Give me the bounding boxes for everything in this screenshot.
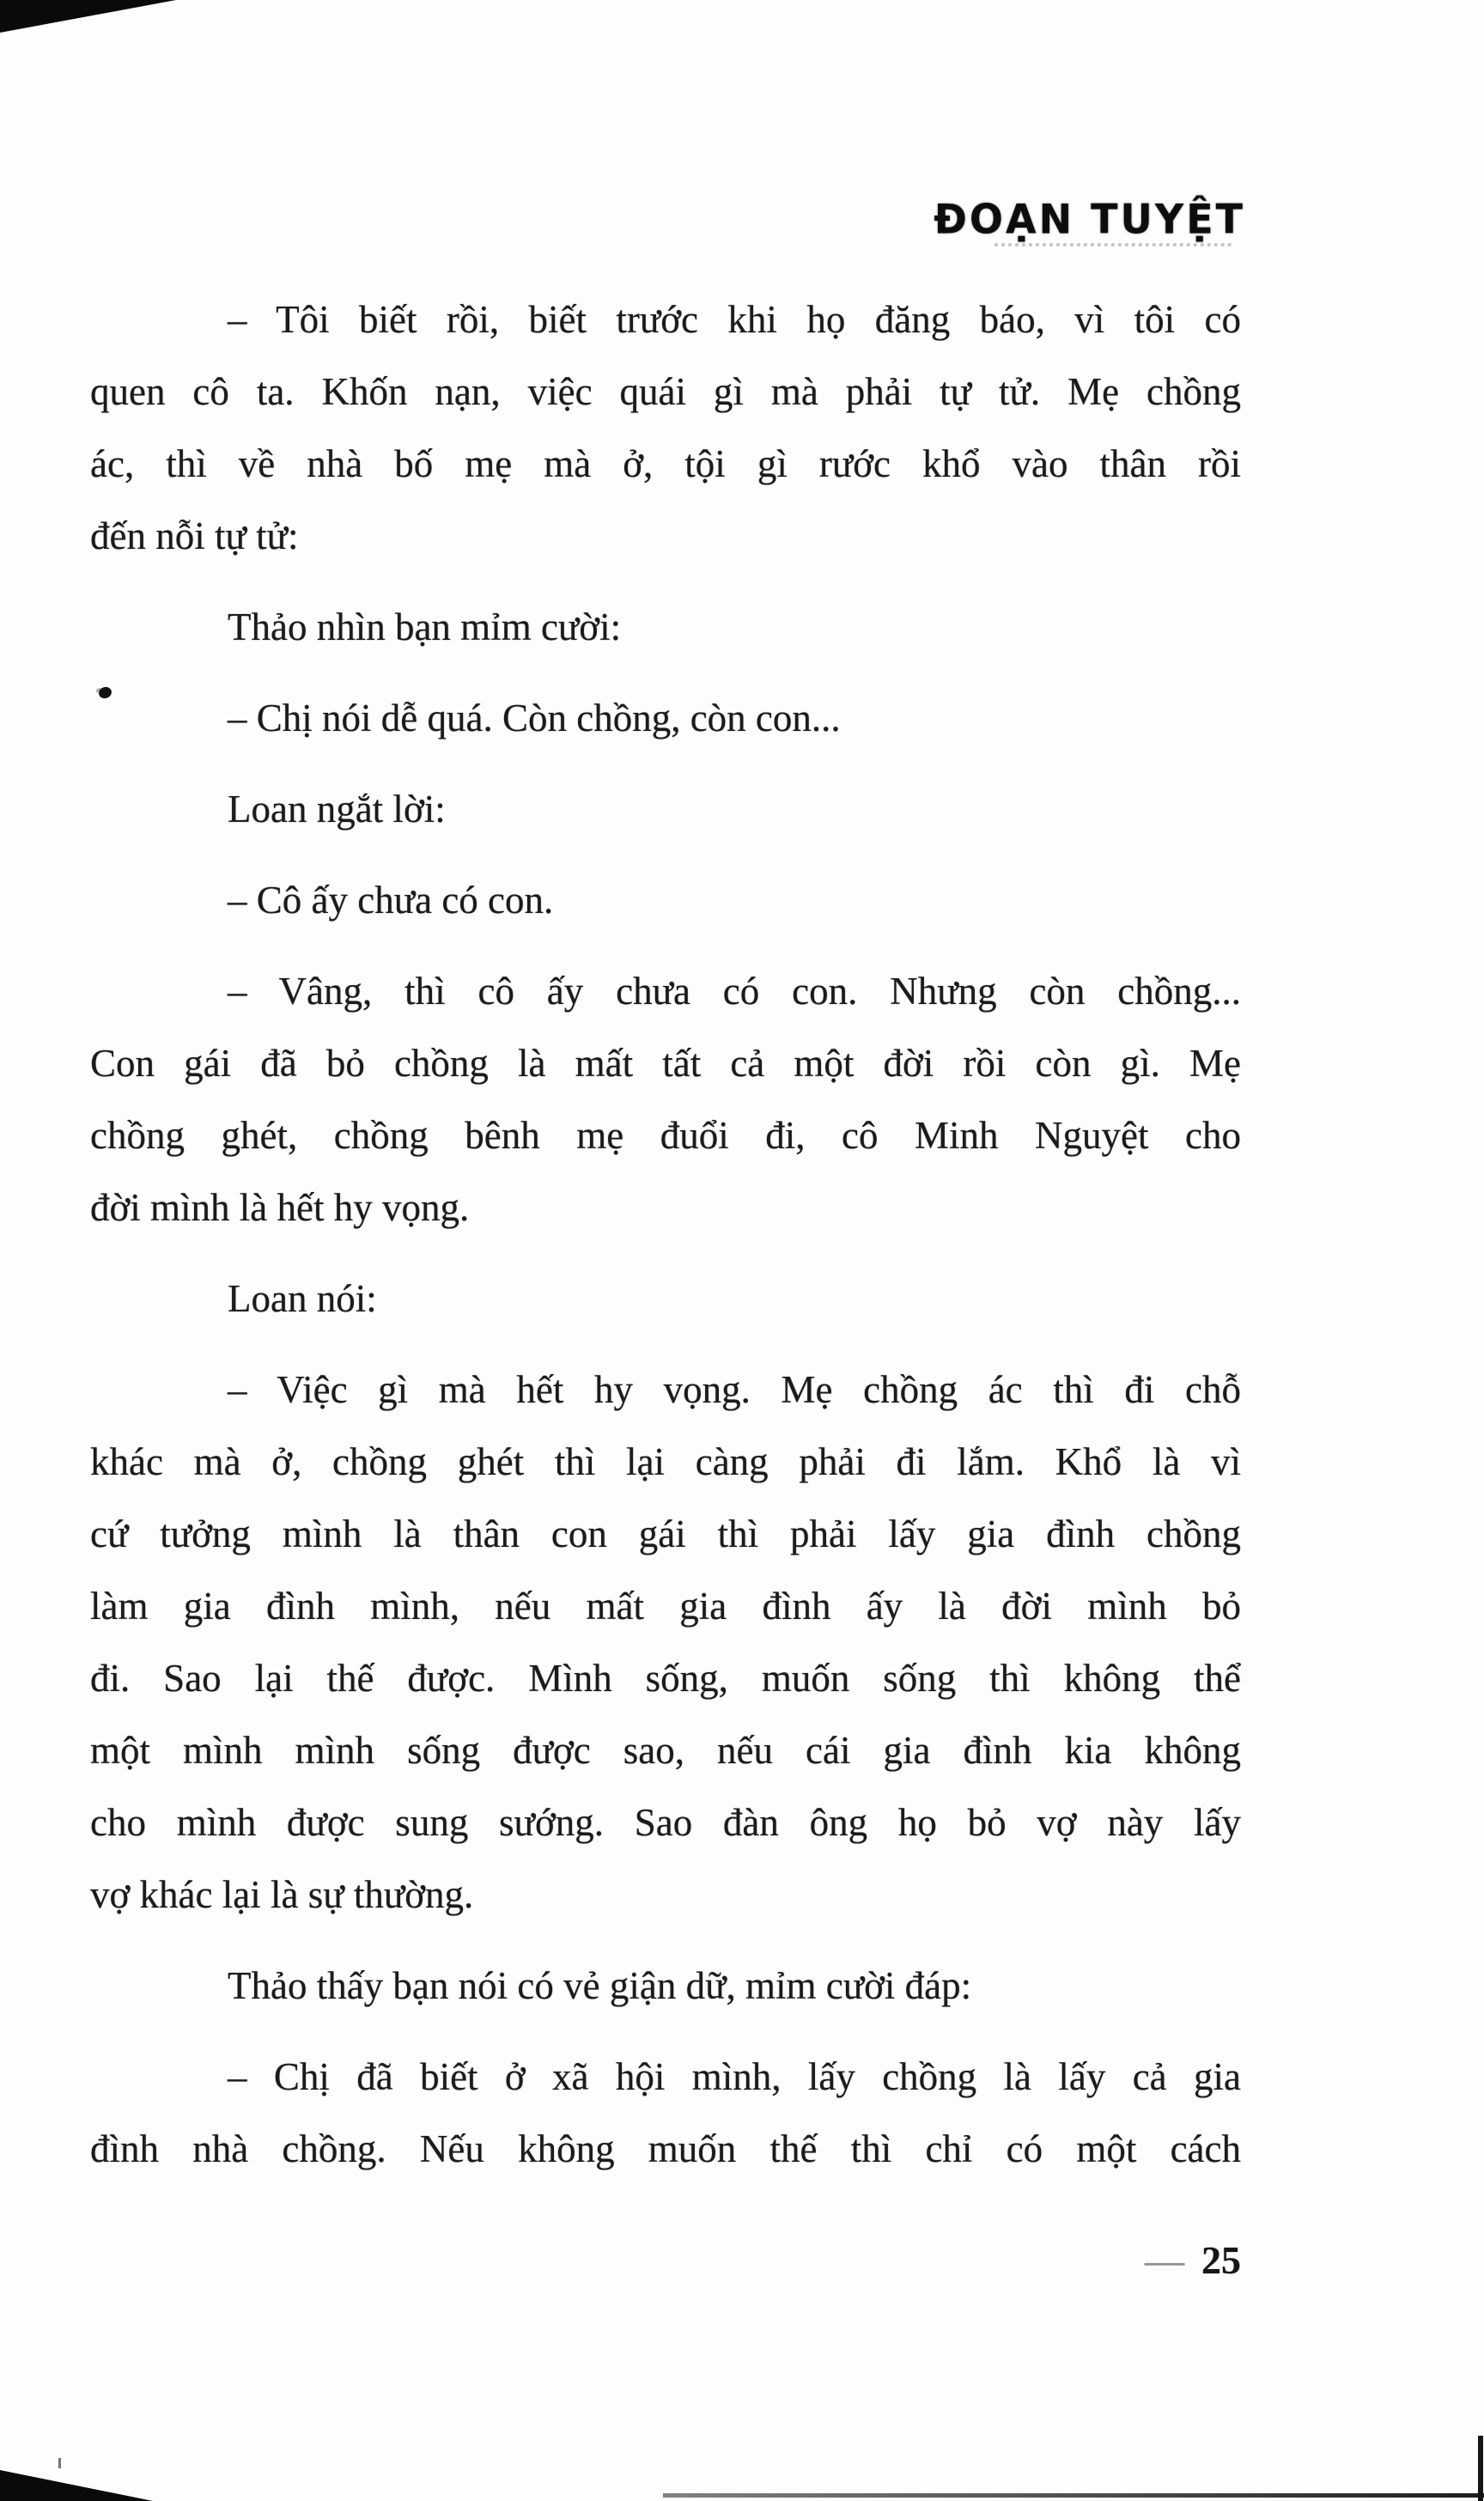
text-line: một mình mình sống được sao, nếu cái gia đình kia không — [90, 1729, 1241, 1772]
text-line: – Tôi biết rồi, biết trước khi họ đăng báo, vì tôi có — [228, 298, 1241, 341]
paragraph — [90, 283, 1241, 572]
ink-speck-small — [58, 2458, 61, 2468]
page-number-value: 25 — [1201, 2238, 1241, 2282]
text-line: đi. Sao lại thế được. Mình sống, muốn sống thì không thể — [90, 1657, 1241, 1700]
paragraph — [90, 682, 1241, 754]
paragraph — [90, 1950, 1241, 2022]
text-line: – Chị đã biết ở xã hội mình, lấy chồng là lấy cả gia — [228, 2055, 1241, 2098]
text-block — [90, 283, 1241, 2185]
text-line: chồng ghét, chồng bênh mẹ đuổi đi, cô Minh Nguyệt cho — [90, 1114, 1241, 1157]
text-line: quen cô ta. Khốn nạn, việc quái gì mà phải tự tử. Mẹ chồng — [90, 370, 1241, 413]
text-line: – Vâng, thì cô ấy chưa có con. Nhưng còn chồng... — [228, 970, 1241, 1013]
text-line: Loan ngắt lời: — [228, 788, 446, 831]
scan-artifact-bottom-edge — [663, 2493, 1484, 2498]
scan-artifact-right-edge — [1478, 2436, 1483, 2501]
text-line: đến nỗi tự tử: — [90, 514, 299, 557]
scan-artifact-bottom-left-corner — [0, 2470, 153, 2501]
text-line: vợ khác lại là sự thường. — [90, 1873, 474, 1916]
scan-artifact-top-left-corner — [0, 0, 176, 33]
text-line: Con gái đã bỏ chồng là mất tất cả một đời rồi còn gì. Mẹ — [90, 1042, 1241, 1085]
text-line: ác, thì về nhà bố mẹ mà ở, tội gì rước khổ vào thân rồi — [90, 442, 1241, 485]
text-line: – Việc gì mà hết hy vọng. Mẹ chồng ác thì đi chỗ — [228, 1368, 1241, 1411]
text-line: đình nhà chồng. Nếu không muốn thế thì chỉ có một cách — [90, 2127, 1241, 2170]
text-line: đời mình là hết hy vọng. — [90, 1186, 470, 1229]
text-line: – Chị nói dễ quá. Còn chồng, còn con... — [228, 697, 841, 739]
text-line: – Cô ấy chưa có con. — [228, 879, 554, 922]
paragraph — [90, 1263, 1241, 1335]
page-number — [90, 2235, 1241, 2286]
text-line: cứ tưởng mình là thân con gái thì phải lấy gia đình chồng — [90, 1512, 1241, 1555]
page-number-dash: — — [1145, 2238, 1183, 2282]
header-dotted-underline — [994, 243, 1232, 246]
text-line: khác mà ở, chồng ghét thì lại càng phải đi lắm. Khổ là vì — [90, 1440, 1241, 1483]
paragraph — [90, 2041, 1241, 2185]
text-line: cho mình được sung sướng. Sao đàn ông họ bỏ vợ này lấy — [90, 1801, 1241, 1844]
paragraph — [90, 591, 1241, 663]
paragraph — [90, 1354, 1241, 1931]
running-header-title: ĐOẠN TUYỆT — [934, 195, 1245, 243]
text-line: Loan nói: — [228, 1277, 377, 1320]
text-line: làm gia đình mình, nếu mất gia đình ấy là đời mình bỏ — [90, 1585, 1241, 1628]
paragraph — [90, 773, 1241, 845]
paragraph — [90, 864, 1241, 936]
text-line: Thảo thấy bạn nói có vẻ giận dữ, mỉm cười đáp: — [228, 1964, 972, 2007]
text-line: Thảo nhìn bạn mỉm cười: — [228, 605, 622, 648]
paragraph — [90, 955, 1241, 1244]
